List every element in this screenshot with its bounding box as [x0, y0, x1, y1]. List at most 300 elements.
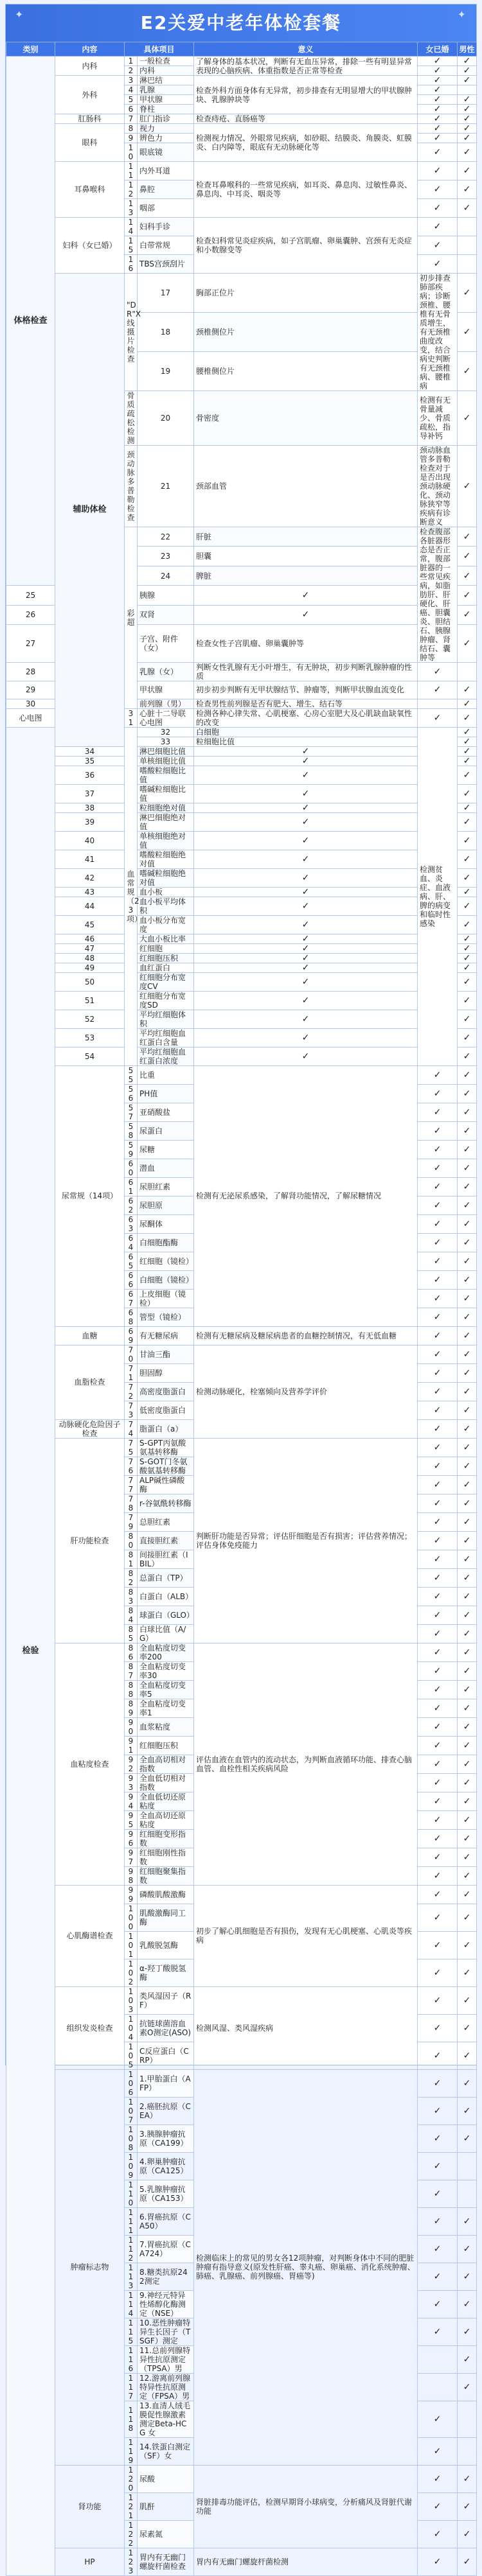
female-married-check: ✓ — [418, 85, 458, 95]
item-number: 118 — [125, 2401, 138, 2437]
content-cell: 肿瘤标志物 — [55, 2069, 125, 2465]
meaning-cell: 检查男性前列腺是否有肥大、增生、结石等 — [194, 699, 418, 708]
item-name: 全血粘度切变率5 — [138, 1680, 194, 1699]
meaning-cell: 检测视力情况、外眼常见疾病，如砂眼、结膜炎、角膜炎、虹膜炎、白内障等，眼底有无动脉硬化等 — [194, 124, 418, 162]
item-name: 14.铁蛋白测定（SF）女 — [138, 2437, 194, 2465]
male-check: ✓ — [458, 66, 477, 76]
item-name: 全血低切相对指数 — [138, 1773, 194, 1792]
male-check: ✓ — [458, 1550, 477, 1568]
meaning-cell: 判断女性乳腺有无小叶增生，有无肿块，初步判断乳腺肿瘤的性质 — [194, 663, 418, 681]
male-check: ✓ — [458, 1065, 477, 1084]
item-number: 105 — [125, 2042, 138, 2069]
page-title: E2关爱中老年体检套餐 — [140, 12, 342, 33]
female-married-check: ✓ — [418, 2152, 458, 2180]
meaning-cell: 检测有无骨量减少、骨质疏松，指导补钙 — [418, 391, 458, 446]
item-name: 胆囊 — [194, 547, 418, 566]
item-name: 低密度脂蛋白 — [138, 1401, 194, 1419]
item-number: 64 — [125, 1233, 138, 1252]
male-check: ✓ — [458, 1177, 477, 1196]
female-married-check — [418, 2373, 458, 2401]
female-married-check: ✓ — [458, 737, 477, 746]
female-married-check: ✓ — [418, 1717, 458, 1736]
female-married-check: ✓ — [418, 1196, 458, 1214]
item-name: 胸部正位片 — [194, 274, 418, 313]
item-number: 21 — [138, 446, 194, 527]
male-check: ✓ — [458, 1885, 477, 1904]
male-check: ✓ — [458, 1028, 477, 1047]
item-number: 23 — [138, 547, 194, 566]
item-name: 全血粘度切变率1 — [138, 1699, 194, 1717]
male-check: ✓ — [458, 1829, 477, 1848]
item-number: 86 — [125, 1643, 138, 1661]
female-married-check: ✓ — [418, 1531, 458, 1550]
item-number: 120 — [125, 2465, 138, 2493]
female-married-check: ✓ — [418, 236, 458, 255]
female-married-check: ✓ — [458, 313, 477, 352]
female-married-check: ✓ — [418, 124, 458, 134]
male-check: ✓ — [458, 868, 477, 887]
item-name: 辨色力 — [138, 134, 194, 143]
item-name: 嗜酸粒细胞绝对值 — [138, 850, 194, 868]
content-cell: 血粘度检查 — [55, 1643, 125, 1885]
male-check: ✓ — [458, 2263, 477, 2290]
female-married-check: ✓ — [418, 2097, 458, 2125]
male-check: ✓ — [458, 2373, 477, 2401]
female-married-check: ✓ — [418, 1885, 458, 1904]
item-name: 前列腺（男） — [138, 699, 194, 708]
item-number: 63 — [125, 1214, 138, 1233]
female-married-check: ✓ — [418, 2318, 458, 2345]
male-check: ✓ — [458, 1866, 477, 1885]
male-check: ✓ — [458, 1792, 477, 1810]
female-married-check: ✓ — [418, 2235, 458, 2263]
male-check — [458, 2180, 477, 2207]
item-number: 58 — [125, 1121, 138, 1140]
female-married-check: ✓ — [418, 2401, 458, 2437]
item-number: 92 — [125, 1755, 138, 1773]
male-check: ✓ — [458, 1568, 477, 1587]
table-row — [6, 1065, 477, 1084]
female-married-check: ✓ — [418, 2290, 458, 2318]
male-check: ✓ — [458, 1717, 477, 1736]
header-category: 类别 — [6, 42, 55, 57]
content-cell: 肝功能检查 — [55, 1438, 125, 1643]
content-cell: 心肌酶谱检查 — [55, 1885, 125, 1986]
meaning-cell: 检测动脉硬化，栓塞倾向及营养学评价 — [194, 1345, 418, 1438]
male-check: ✓ — [458, 1233, 477, 1252]
male-check: ✓ — [458, 1680, 477, 1699]
item-number: 43 — [55, 887, 125, 897]
male-check: ✓ — [458, 708, 477, 727]
table-row — [6, 1438, 477, 1457]
item-number: 95 — [125, 1810, 138, 1829]
content-cell: HP — [55, 2548, 125, 2575]
item-name: 肌酐 — [138, 2493, 194, 2520]
male-check: ✓ — [458, 124, 477, 134]
item-number: 53 — [55, 1028, 125, 1047]
male-check: ✓ — [458, 2493, 477, 2520]
male-check — [458, 663, 477, 681]
meaning-cell: 初步初步判断有无甲状腺结节、肿瘤等，判断甲状腺血流变化 — [194, 681, 418, 699]
female-married-check: ✓ — [458, 391, 477, 446]
item-name: 心脏十二导联心电图 — [138, 708, 194, 727]
male-check: ✓ — [458, 1214, 477, 1233]
item-number: 17 — [138, 274, 194, 313]
header-female-married: 女已婚 — [418, 42, 458, 57]
item-number: 52 — [55, 1010, 125, 1028]
table-row — [6, 887, 477, 897]
male-check: ✓ — [458, 1587, 477, 1606]
female-married-check: ✓ — [418, 1363, 458, 1382]
item-name: 红细胞变形指数 — [138, 1829, 194, 1848]
male-check: ✓ — [458, 105, 477, 114]
item-number: 93 — [125, 1773, 138, 1792]
female-married-check: ✓ — [418, 2042, 458, 2069]
item-name: 肛门指诊 — [138, 114, 194, 124]
male-check: ✓ — [458, 2318, 477, 2345]
item-name: 红细胞聚集指数 — [138, 1866, 194, 1885]
male-check: ✓ — [458, 76, 477, 85]
content-cell: 血常规（23项） — [125, 727, 138, 1065]
item-name: 9.神经元特异性烯醇化酶测定（NSE） — [138, 2290, 194, 2318]
male-check: ✓ — [458, 143, 477, 162]
item-name: 脊柱 — [138, 105, 194, 114]
male-check: ✓ — [458, 1959, 477, 1986]
item-name: 淋巴细胞比值 — [138, 746, 194, 756]
item-name: 脂蛋白（a） — [138, 1419, 194, 1438]
table-row — [6, 897, 477, 915]
table-row — [6, 162, 477, 180]
male-check: ✓ — [458, 943, 477, 953]
female-married-check: ✓ — [418, 1568, 458, 1587]
meaning-cell: 检查妇科常见炎症疾病，如子宫肌瘤、卵巢囊肿、宫颈有无炎症和小数腺变等 — [194, 218, 418, 274]
item-name: 单核细胞绝对值 — [138, 831, 194, 850]
item-number: 15 — [125, 236, 138, 255]
table-row — [6, 1643, 477, 1661]
female-married-check: ✓ — [418, 105, 458, 114]
table-row — [6, 1047, 477, 1065]
item-number: 82 — [125, 1568, 138, 1587]
item-name: α-羟丁酸脱氢酶 — [138, 1959, 194, 1986]
item-number: 71 — [125, 1363, 138, 1382]
item-number: 34 — [55, 746, 125, 756]
male-check: ✓ — [458, 180, 477, 199]
item-number: 106 — [125, 2069, 138, 2097]
male-check: ✓ — [458, 831, 477, 850]
content-cell: "DR"X线摄片检查 — [125, 274, 138, 391]
male-check — [458, 236, 477, 255]
female-married-check: ✓ — [418, 2125, 458, 2152]
item-number: 74 — [125, 1419, 138, 1438]
female-married-check: ✓ — [194, 915, 418, 934]
item-name: 尿胆原 — [138, 1196, 194, 1214]
item-number: 44 — [55, 897, 125, 915]
female-married-check: ✓ — [194, 605, 418, 624]
item-number: 78 — [125, 1494, 138, 1512]
header-male: 男性 — [458, 42, 477, 57]
item-name: 全血粘度切变率200 — [138, 1643, 194, 1661]
item-number: 112 — [125, 2235, 138, 2263]
female-married-check: ✓ — [418, 95, 458, 105]
male-check: ✓ — [458, 1494, 477, 1512]
female-married-check: ✓ — [418, 162, 458, 180]
item-name: 11.总前列腺特异性抗原测定（TPSA）男 — [138, 2345, 194, 2373]
male-check: ✓ — [458, 586, 477, 605]
female-married-check: ✓ — [418, 1308, 458, 1326]
male-check: ✓ — [458, 1252, 477, 1270]
item-name: 胆固醇 — [138, 1363, 194, 1382]
female-married-check: ✓ — [418, 1270, 458, 1289]
female-married-check: ✓ — [194, 972, 418, 991]
table-row — [6, 1326, 477, 1345]
table-row — [6, 868, 477, 887]
table-row — [6, 57, 477, 66]
item-number: 10 — [125, 143, 138, 162]
item-number: 76 — [125, 1457, 138, 1475]
item-name: 白细胞酯酶 — [138, 1233, 194, 1252]
female-married-check: ✓ — [418, 681, 458, 699]
female-married-check: ✓ — [418, 199, 458, 218]
female-married-check: ✓ — [194, 766, 418, 784]
item-name: 红细胞压积 — [138, 1736, 194, 1755]
male-check: ✓ — [458, 1084, 477, 1103]
item-name: 潜血 — [138, 1159, 194, 1177]
male-check: ✓ — [458, 1401, 477, 1419]
female-married-check: ✓ — [418, 1866, 458, 1885]
male-check: ✓ — [458, 934, 477, 943]
female-married-check: ✓ — [418, 1931, 458, 1959]
item-number: 26 — [6, 605, 55, 624]
male-check: ✓ — [458, 57, 477, 66]
item-name: 高密度脂蛋白 — [138, 1382, 194, 1401]
item-name: r-谷氨酰转移酶 — [138, 1494, 194, 1512]
item-number: 84 — [125, 1606, 138, 1624]
female-married-check: ✓ — [418, 143, 458, 162]
male-check: ✓ — [458, 766, 477, 784]
item-name: 骨密度 — [194, 391, 418, 446]
item-number: 103 — [125, 1986, 138, 2014]
female-married-check: ✓ — [418, 114, 458, 124]
male-check: ✓ — [458, 1103, 477, 1121]
male-check: ✓ — [458, 1140, 477, 1159]
male-check: ✓ — [458, 2042, 477, 2069]
male-check: ✓ — [458, 1904, 477, 1931]
female-married-check: ✓ — [418, 1159, 458, 1177]
male-check: ✓ — [458, 134, 477, 143]
item-number: 91 — [125, 1736, 138, 1755]
table-row — [6, 803, 477, 812]
male-check: ✓ — [458, 2014, 477, 2042]
item-name: 甘油三酯 — [138, 1345, 194, 1363]
male-check: ✓ — [458, 953, 477, 963]
item-name: 磷酸肌酸激酶 — [138, 1885, 194, 1904]
item-number: 1 — [125, 57, 138, 66]
female-married-check: ✓ — [418, 1382, 458, 1401]
female-married-check: ✓ — [194, 1010, 418, 1028]
female-married-check: ✓ — [418, 1792, 458, 1810]
female-married-check: ✓ — [458, 527, 477, 547]
meaning-cell: 检查耳鼻喉科的一些常见疾病，如耳炎、鼻息肉、过敏性鼻炎、鼻息肉、中耳炎、咽炎等 — [194, 162, 418, 218]
item-number: 55 — [125, 1065, 138, 1084]
male-check: ✓ — [458, 850, 477, 868]
item-name: 尿蛋白 — [138, 1121, 194, 1140]
table-row — [6, 756, 477, 766]
item-name: 双肾 — [138, 605, 194, 624]
item-number: 81 — [125, 1550, 138, 1568]
male-check: ✓ — [458, 2207, 477, 2235]
table-row — [6, 991, 477, 1010]
item-number: 80 — [125, 1531, 138, 1550]
item-number: 99 — [125, 1885, 138, 1904]
item-name: 胰腺 — [138, 586, 194, 605]
female-married-check: ✓ — [194, 943, 418, 953]
male-check: ✓ — [458, 1196, 477, 1214]
female-married-check: ✓ — [418, 66, 458, 76]
item-number: 70 — [125, 1345, 138, 1363]
content-cell: 外科 — [55, 76, 125, 114]
item-number: 94 — [125, 1792, 138, 1810]
item-name: 12.游离前列腺特异性抗原测定（FPSA）男 — [138, 2373, 194, 2401]
item-name: 白蛋白（ALB） — [138, 1587, 194, 1606]
item-name: 球蛋白（GLO） — [138, 1606, 194, 1624]
content-cell: 血糖 — [55, 1326, 125, 1345]
table-row — [6, 915, 477, 934]
male-check: ✓ — [458, 114, 477, 124]
table-row — [6, 2069, 477, 2097]
item-name: 7.胃癌抗原（CA724） — [138, 2235, 194, 2263]
item-number: 16 — [125, 255, 138, 274]
item-number: 68 — [125, 1308, 138, 1326]
item-name: 白细胞 — [194, 727, 418, 737]
item-number: 40 — [55, 831, 125, 850]
item-number: 7 — [125, 114, 138, 124]
female-married-check: ✓ — [194, 897, 418, 915]
item-name: 单核细胞比值 — [138, 756, 194, 766]
item-number: 24 — [138, 566, 194, 585]
item-name: 血小板分布宽度 — [138, 915, 194, 934]
male-check: ✓ — [458, 1289, 477, 1308]
item-name: 平均红细胞血红蛋白浓度 — [138, 1047, 194, 1065]
item-number: 109 — [125, 2152, 138, 2180]
male-check: ✓ — [458, 1475, 477, 1494]
item-number: 14 — [125, 218, 138, 236]
item-number: 102 — [125, 1959, 138, 1986]
item-name: 3.胰腺肿瘤抗原（CA199） — [138, 2125, 194, 2152]
male-check: ✓ — [458, 2520, 477, 2548]
item-number: 45 — [55, 915, 125, 934]
table-row — [6, 746, 477, 756]
item-name: 嗜碱粒细胞比值 — [138, 784, 194, 803]
female-married-check: ✓ — [418, 2069, 458, 2097]
item-name: 比重 — [138, 1065, 194, 1084]
female-married-check: ✓ — [418, 2548, 458, 2575]
item-number: 111 — [125, 2207, 138, 2235]
content-cell: 妇科（女已婚） — [55, 218, 125, 274]
item-name: 有无糖尿病 — [138, 1326, 194, 1345]
table-row — [6, 972, 477, 991]
item-number: 20 — [138, 391, 194, 446]
female-married-check: ✓ — [194, 1028, 418, 1047]
male-check: ✓ — [458, 1010, 477, 1028]
content-cell: 组织发炎检查 — [55, 1986, 125, 2069]
table-row — [6, 963, 477, 972]
meaning-cell: 检测各种心律失常、心肌梗塞、心房心室肥大及心肌缺血缺氧性的改变 — [194, 708, 418, 727]
item-number: 98 — [125, 1866, 138, 1885]
item-number: 9 — [125, 134, 138, 143]
male-check: ✓ — [458, 1382, 477, 1401]
male-check: ✓ — [458, 95, 477, 105]
female-married-check: ✓ — [418, 1214, 458, 1233]
table-row — [6, 784, 477, 803]
male-check — [458, 218, 477, 236]
male-check: ✓ — [458, 605, 477, 624]
female-married-check: ✓ — [194, 1047, 418, 1065]
male-check — [458, 2401, 477, 2437]
male-check: ✓ — [458, 1643, 477, 1661]
meaning-cell: 检查痔疮、直肠癌等 — [194, 114, 418, 124]
item-name: 肌酸激酶同工酶 — [138, 1904, 194, 1931]
item-name: 平均红细胞体积 — [138, 1010, 194, 1028]
item-name: 淋巴结 — [138, 76, 194, 85]
item-name: 尿糖 — [138, 1140, 194, 1159]
male-check: ✓ — [458, 1931, 477, 1959]
page-title-banner — [6, 4, 476, 42]
female-married-check: ✓ — [418, 1345, 458, 1363]
item-number: 56 — [125, 1084, 138, 1103]
item-number: 22 — [138, 527, 194, 547]
item-number: 123 — [125, 2548, 138, 2575]
female-married-check: ✓ — [458, 446, 477, 527]
female-married-check: ✓ — [194, 831, 418, 850]
male-check: ✓ — [458, 1661, 477, 1680]
male-check: ✓ — [458, 1606, 477, 1624]
item-name: 2.癌胚抗原（CEA） — [138, 2097, 194, 2125]
item-number: 4 — [125, 85, 138, 95]
female-married-check: ✓ — [194, 586, 418, 605]
female-married-check: ✓ — [418, 1494, 458, 1512]
item-name: 抗链球菌溶血素O测定(ASO) — [138, 2014, 194, 2042]
item-number: 62 — [125, 1196, 138, 1214]
female-married-check: ✓ — [418, 2437, 458, 2465]
item-name: 胃内有无幽门螺旋杆菌检查 — [138, 2548, 194, 2575]
category-cell: 体格检查 — [6, 57, 55, 586]
female-married-check: ✓ — [418, 218, 458, 236]
item-name: S-GOT门冬氨酸氨基转移酶 — [138, 1457, 194, 1475]
item-name: 粒细胞比值 — [194, 737, 418, 746]
item-number: 30 — [6, 699, 55, 708]
table-row — [6, 934, 477, 943]
table-row — [6, 2548, 477, 2575]
female-married-check: ✓ — [418, 1550, 458, 1568]
male-check: ✓ — [458, 1270, 477, 1289]
female-married-check: ✓ — [418, 1736, 458, 1755]
item-name: TBS宫颈刮片 — [138, 255, 194, 274]
item-number: 13 — [125, 199, 138, 218]
table-row — [6, 114, 477, 124]
table-row — [6, 850, 477, 868]
item-name: 乳腺 — [138, 85, 194, 95]
meaning-cell: 检测有无泌尿系感染，了解肾功能情况，了解尿糖情况 — [194, 1065, 418, 1326]
female-married-check: ✓ — [418, 2207, 458, 2235]
item-name: 类风湿因子（RF） — [138, 1986, 194, 2014]
item-name: 血小板 — [138, 887, 194, 897]
item-number: 41 — [55, 850, 125, 868]
male-check: ✓ — [458, 1736, 477, 1755]
table-body — [6, 57, 477, 2576]
item-name: 6.胃癌抗原（CA50） — [138, 2207, 194, 2235]
table-row — [6, 1885, 477, 1904]
item-number: 115 — [125, 2318, 138, 2345]
